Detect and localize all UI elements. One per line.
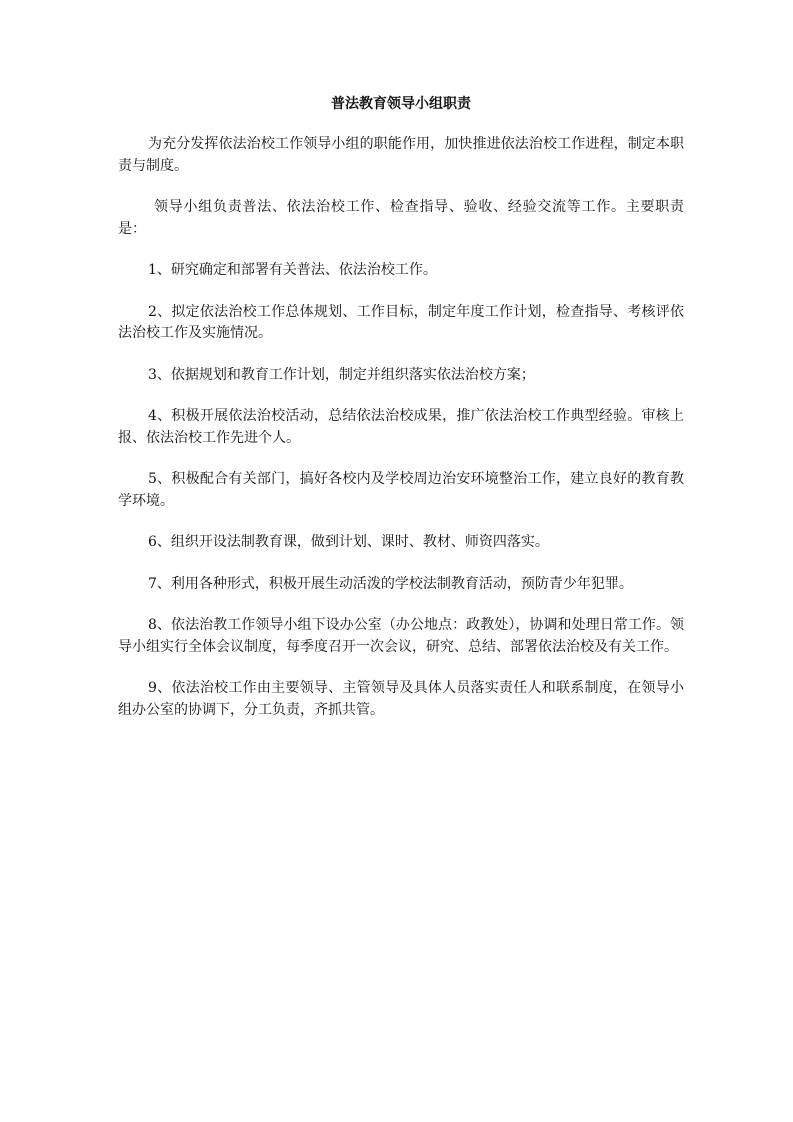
intro-paragraph: 为充分发挥依法治校工作领导小组的职能作用，加快推进依法治校工作进程，制定本职责与制度。 xyxy=(118,136,684,174)
duty-item-6: 6、组织开设法制教育课，做到计划、课时、教材、师资四落实。 xyxy=(148,534,549,550)
duty-item-2: 2、拟定依法治校工作总体规划、工作目标，制定年度工作计划，检查指导、考核评依法治校工作及实施情况。 xyxy=(118,303,684,341)
duties-intro-paragraph: 领导小组负责普法、依法治校工作、检查指导、验收、经验交流等工作。主要职责是： xyxy=(118,199,684,237)
duty-item-5: 5、积极配合有关部门，搞好各校内及学校周边治安环境整治工作，建立良好的教育教学环境。 xyxy=(118,471,684,509)
document-body xyxy=(118,94,684,741)
duty-item-8: 8、依法治教工作领导小组下设办公室（办公地点：政教处），协调和处理日常工作。领导小组实行全体会议制度，每季度召开一次会议，研究、总结、部署依法治校及有关工作。 xyxy=(118,617,684,655)
duty-item-1: 1、研究确定和部署有关普法、依法治校工作。 xyxy=(148,262,437,278)
duty-item-4: 4、积极开展依法治校活动，总结依法治校成果，推广依法治校工作典型经验。审核上报、依法治校工作先进个人。 xyxy=(118,408,684,446)
document-title: 普法教育领导小组职责 xyxy=(331,96,471,112)
duty-item-3: 3、依据规划和教育工作计划，制定并组织落实依法治校方案； xyxy=(148,366,535,383)
duty-item-9: 9、依法治校工作由主要领导、主管领导及具体人员落实责任人和联系制度，在领导小组办公室的协调下，分工负责，齐抓共管。 xyxy=(118,680,684,718)
duty-item-7: 7、利用各种形式，积极开展生动活泼的学校法制教育活动，预防青少年犯罪。 xyxy=(148,575,633,592)
